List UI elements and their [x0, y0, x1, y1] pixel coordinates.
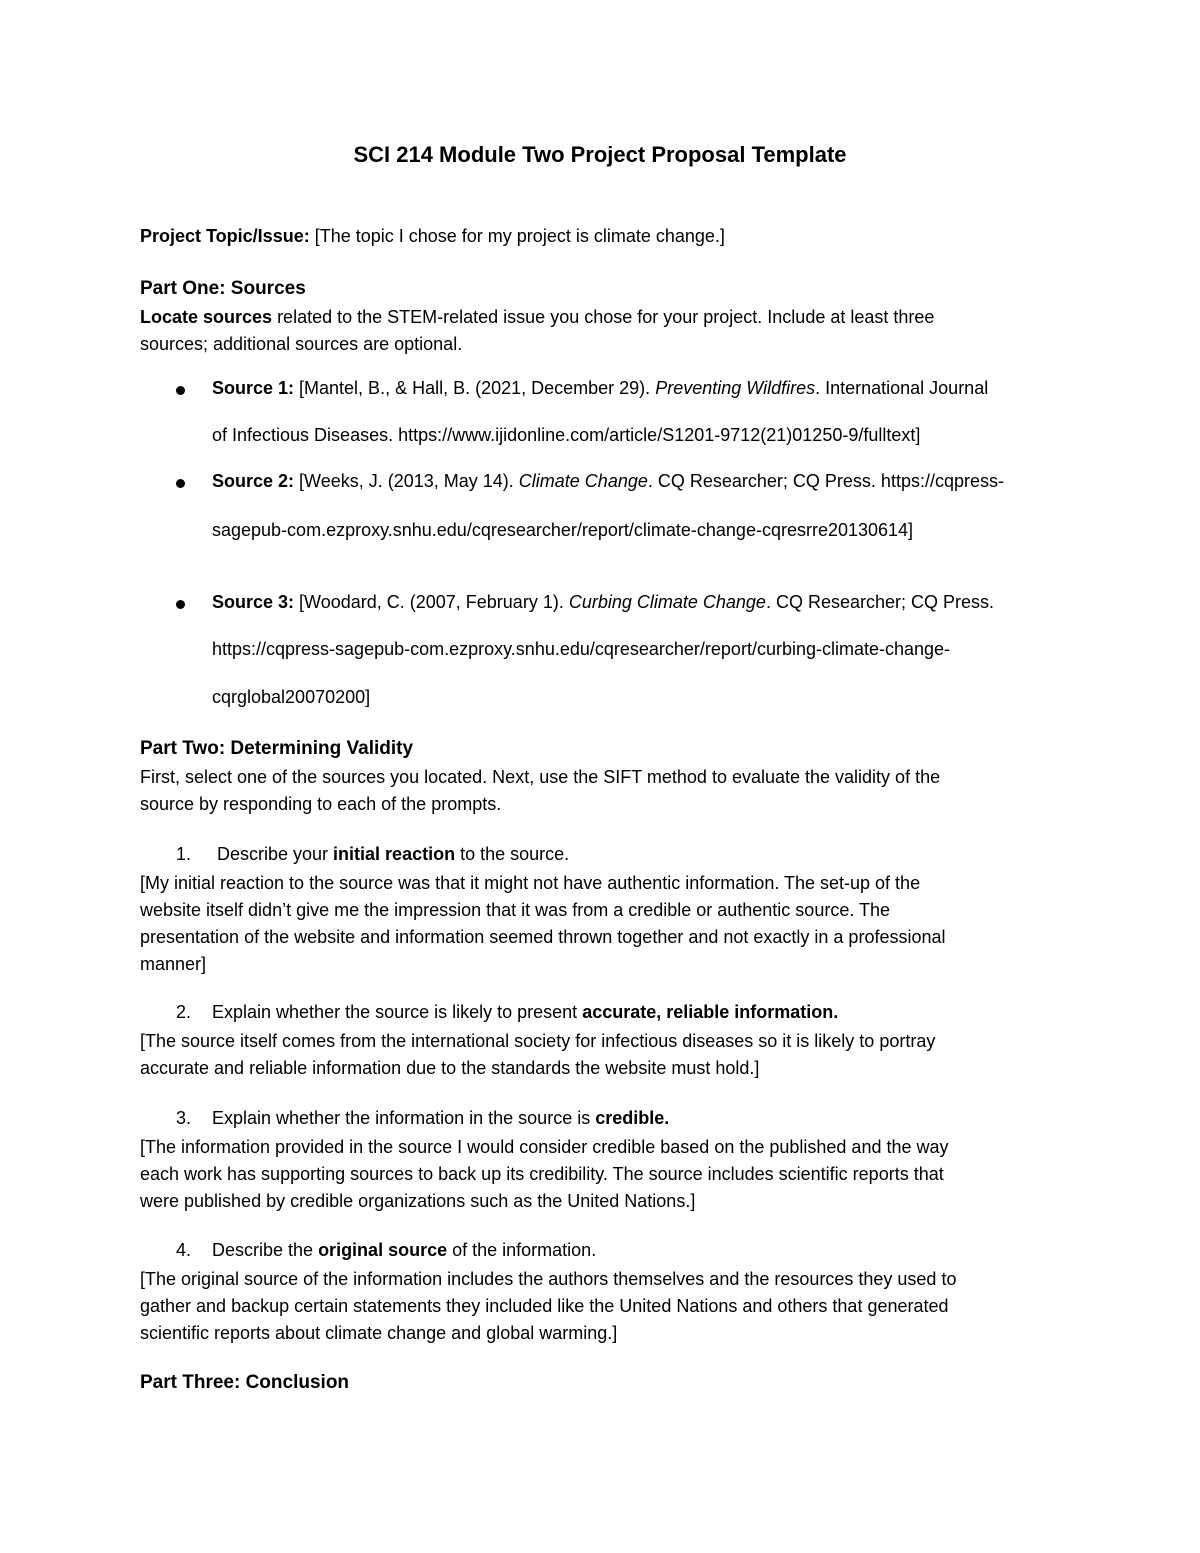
source-2-label: Source 2:	[212, 471, 295, 491]
part-one-intro-bold: Locate sources	[140, 307, 273, 327]
source-2-post: . CQ Researcher; CQ Press. https://cqpress-	[647, 471, 1004, 491]
project-topic	[140, 226, 725, 247]
part-two-heading: Part Two: Determining Validity	[140, 738, 414, 759]
topic-label: Project Topic/Issue:	[140, 226, 310, 246]
source-3-label: Source 3:	[212, 592, 295, 612]
prompt-1-post: to the source.	[455, 844, 570, 864]
prompt-4-bold: original source	[318, 1240, 448, 1260]
prompt-4	[212, 1240, 596, 1261]
answer-line: [My initial reaction to the source was that it might not have authentic information. The set-up of the	[140, 873, 921, 893]
prompt-3-answer	[140, 1134, 1060, 1215]
source-3-pre: [Woodard, C. (2007, February 1).	[294, 592, 569, 612]
prompt-4-number: 4.	[176, 1240, 192, 1260]
bullet-icon	[176, 479, 185, 488]
part-one-heading: Part One: Sources	[140, 278, 306, 299]
answer-line: [The source itself comes from the international society for infectious diseases so it is likely to portray	[140, 1031, 936, 1051]
source-2-title: Climate Change	[518, 471, 648, 491]
source-1-pre: [Mantel, B., & Hall, B. (2021, December 29).	[294, 378, 656, 398]
prompt-3-number: 3.	[176, 1108, 192, 1128]
source-1-line1	[212, 378, 988, 399]
source-1-title: Preventing Wildfires	[655, 378, 816, 398]
part-two-intro-line2: source by responding to each of the prompts.	[140, 794, 502, 814]
part-one-intro	[140, 304, 1060, 358]
document-title: SCI 214 Module Two Project Proposal Template	[353, 142, 847, 167]
answer-line: [The information provided in the source I would consider credible based on the published and the way	[140, 1137, 949, 1157]
prompt-4-pre: Describe the	[212, 1240, 319, 1260]
source-2-line1	[212, 471, 1004, 492]
answer-line: accurate and reliable information due to the standards the website must hold.]	[140, 1058, 760, 1078]
answer-line: manner]	[140, 954, 207, 974]
part-one-intro-line2: sources; additional sources are optional.	[140, 334, 463, 354]
answer-line: each work has supporting sources to back up its credibility. The source includes scientific reports that	[140, 1164, 944, 1184]
prompt-1-pre: Describe your	[217, 844, 334, 864]
source-1-label: Source 1:	[212, 378, 295, 398]
part-three-heading: Part Three: Conclusion	[140, 1372, 350, 1393]
answer-line: scientific reports about climate change and global warming.]	[140, 1323, 618, 1343]
source-1-line2: of Infectious Diseases. https://www.ijidonline.com/article/S1201-9712(21)01250-9/fulltext]	[212, 425, 921, 445]
prompt-2	[212, 1002, 838, 1023]
prompt-3-bold: credible	[595, 1108, 665, 1128]
prompt-3-post: .	[664, 1108, 670, 1128]
source-2-pre: [Weeks, J. (2013, May 14).	[294, 471, 519, 491]
answer-line: gather and backup certain statements they included like the United Nations and others that generated	[140, 1296, 949, 1316]
source-3-line3: cqrglobal20070200]	[212, 687, 371, 707]
bullet-icon	[176, 386, 185, 395]
answer-line: presentation of the website and information seemed thrown together and not exactly in a professional	[140, 927, 946, 947]
prompt-2-number: 2.	[176, 1002, 192, 1022]
part-two-intro	[140, 764, 1060, 818]
prompt-3	[212, 1108, 669, 1129]
prompt-2-post: .	[833, 1002, 839, 1022]
source-3-line1	[212, 592, 994, 613]
prompt-2-pre: Explain whether the source is likely to present	[212, 1002, 583, 1022]
prompt-1-answer	[140, 870, 1060, 978]
source-3-line2: https://cqpress-sagepub-com.ezproxy.snhu.edu/cqresearcher/report/curbing-climate-change-	[212, 639, 951, 659]
prompt-4-answer	[140, 1266, 1060, 1347]
prompt-2-answer	[140, 1028, 1060, 1082]
prompt-1-bold: initial reaction	[333, 844, 456, 864]
prompt-1	[217, 844, 569, 865]
source-3-post: . CQ Researcher; CQ Press.	[765, 592, 994, 612]
prompt-4-post: of the information.	[447, 1240, 597, 1260]
answer-line: website itself didn’t give me the impression that it was from a credible or authentic source. The	[140, 900, 891, 920]
answer-line: [The original source of the information includes the authors themselves and the resources they used to	[140, 1269, 957, 1289]
prompt-2-bold: accurate, reliable information	[582, 1002, 834, 1022]
answer-line: were published by credible organizations such as the United Nations.]	[140, 1191, 696, 1211]
prompt-1-number: 1.	[176, 844, 192, 864]
bullet-icon	[176, 600, 185, 609]
part-one-intro-line1: related to the STEM-related issue you chose for your project. Include at least three	[272, 307, 935, 327]
source-3-title: Curbing Climate Change	[568, 592, 766, 612]
part-two-intro-line1: First, select one of the sources you located. Next, use the SIFT method to evaluate the validity of the	[140, 767, 941, 787]
prompt-3-pre: Explain whether the information in the source is	[212, 1108, 596, 1128]
topic-value: [The topic I chose for my project is climate change.]	[309, 226, 725, 246]
source-2-line2: sagepub-com.ezproxy.snhu.edu/cqresearcher/report/climate-change-cqresrre20130614]	[212, 520, 914, 540]
source-1-post: . International Journal	[815, 378, 989, 398]
